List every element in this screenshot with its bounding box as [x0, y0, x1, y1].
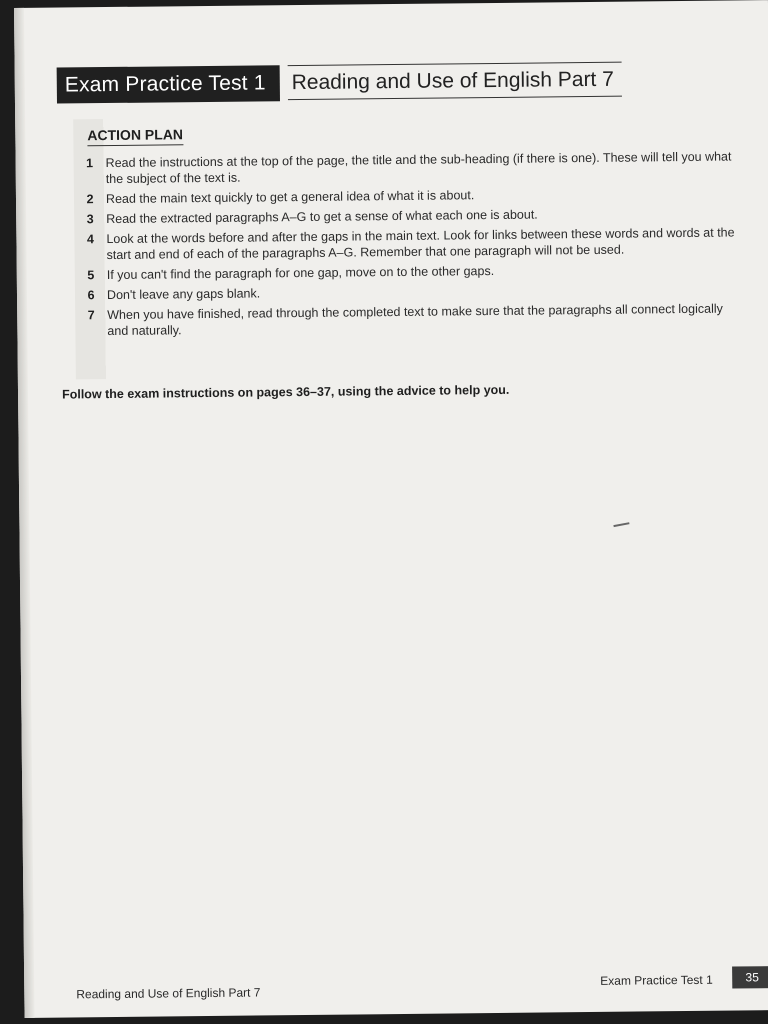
item-text: If you can't find the paragraph for one gap, move on to the other gaps.: [106, 263, 495, 283]
header-tag: Exam Practice Test 1: [57, 65, 280, 103]
action-plan-item: [74, 224, 744, 263]
item-text: Don't leave any gaps blank.: [106, 286, 261, 303]
action-plan-item: [74, 204, 744, 227]
item-text: Read the extracted paragraphs A–G to get a sense of what each one is about.: [106, 207, 538, 227]
page-header: [57, 62, 622, 104]
document-page: [14, 0, 768, 1018]
footer-section-title: Reading and Use of English Part 7: [76, 985, 261, 1002]
item-number: 6: [87, 288, 95, 303]
action-plan-list: [74, 148, 746, 343]
action-plan-item: [74, 184, 744, 207]
action-plan-box: [73, 112, 756, 379]
page-spine: [14, 8, 35, 1018]
footer-test-title: Exam Practice Test 1: [600, 972, 713, 988]
item-number: 7: [87, 308, 95, 323]
header-title: Reading and Use of English Part 7: [287, 62, 622, 100]
item-number: 2: [86, 192, 94, 207]
item-number: 4: [86, 232, 94, 247]
action-plan-item: [75, 260, 745, 283]
item-text: Read the main text quickly to get a general idea of what it is about.: [105, 188, 475, 207]
exam-instructions: Follow the exam instructions on pages 36–37, using the advice to help you.: [61, 382, 510, 402]
item-number: 3: [86, 212, 94, 227]
page-number: 35: [732, 966, 768, 988]
item-text: Read the instructions at the top of the page, the title and the sub-heading (if there is one). These will tell you what the subject of the text is.: [105, 149, 732, 187]
pen-mark: [613, 522, 629, 527]
item-number: 1: [86, 156, 94, 171]
action-plan-item: [75, 300, 745, 339]
item-text: Look at the words before and after the gaps in the main text. Look for links between these words and words at the start and end of each of the paragraphs A–G. Remember that one paragraph will not be used.: [106, 225, 735, 263]
item-number: 5: [87, 268, 95, 283]
action-plan-item: [75, 280, 745, 303]
action-plan-item: [74, 148, 744, 187]
action-plan-heading: ACTION PLAN: [87, 126, 183, 146]
item-text: When you have finished, read through the completed text to make sure that the paragraphs all connect logically and naturally.: [107, 301, 723, 339]
